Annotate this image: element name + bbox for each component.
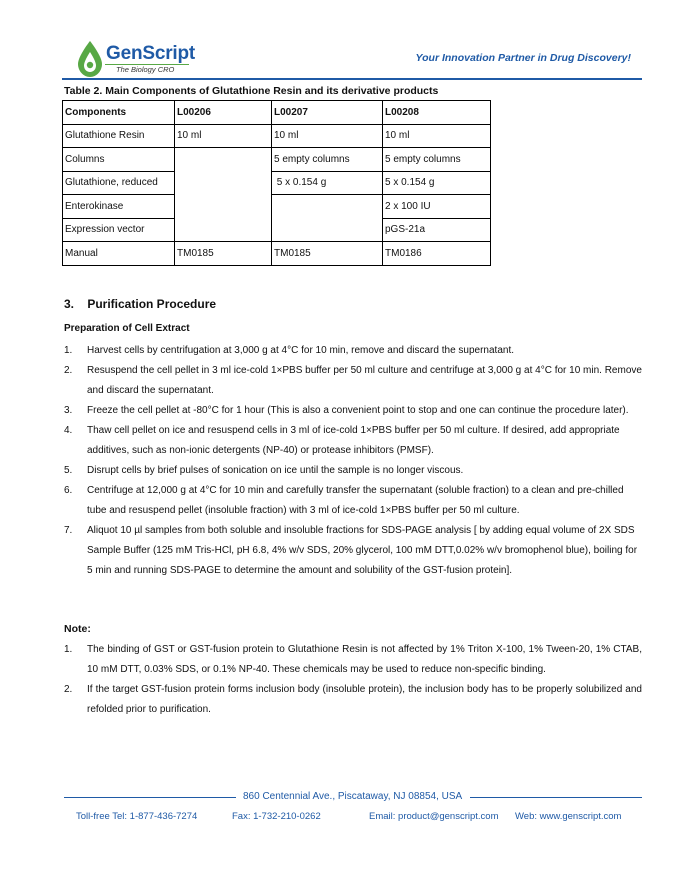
list-text: Thaw cell pellet on ice and resuspend cells in 3 ml of ice-cold 1×PBS buffer per 50 ml culture. If desired, add appropriate additives, such as non-ionic detergents (NP-40) or protease inhibitors (PMSF). <box>87 425 620 456</box>
list-text: Harvest cells by centrifugation at 3,000 g at 4°C for 10 min, remove and discard the supernatant. <box>87 345 515 356</box>
list-item <box>64 521 642 581</box>
list-item <box>64 461 642 481</box>
components-table <box>62 100 491 266</box>
footer-web-link[interactable]: Web: www.genscript.com <box>515 811 622 822</box>
table-cell: 5 x 0.154 g <box>383 171 491 195</box>
note-title: Note: <box>64 623 91 635</box>
list-item <box>64 640 642 680</box>
list-number: 7. <box>64 525 73 536</box>
list-number: 1. <box>64 644 73 655</box>
logo-tagline: The Biology CRO <box>116 65 175 74</box>
logo-name: GenScript <box>106 43 195 64</box>
table-cell: Expression vector <box>63 218 175 242</box>
table-header-cell: L00207 <box>272 101 383 125</box>
table-row <box>63 124 491 148</box>
table-cell: 10 ml <box>175 124 272 148</box>
table-cell: 2 x 100 IU <box>383 195 491 219</box>
list-item <box>64 481 642 521</box>
table-cell: 5 x 0.154 g <box>272 171 383 195</box>
table-cell: TM0185 <box>175 242 272 266</box>
table-cell: 5 empty columns <box>383 148 491 172</box>
list-text: Centrifuge at 12,000 g at 4°C for 10 min and carefully transfer the supernatant (soluble fraction) to a clean and pre-chilled tube and resuspend pellet (insoluble fraction) with 3 ml of ice-cold 1×PBS buffer per 50 ml culture. <box>87 485 624 516</box>
list-text: If the target GST-fusion protein forms inclusion body (insoluble protein), the inclusion body has to be properly solubilized and refolded prior to purification. <box>87 684 642 715</box>
list-item <box>64 341 642 361</box>
list-text: Disrupt cells by brief pulses of sonication on ice until the sample is no longer viscous. <box>87 465 464 476</box>
footer-divider-right <box>470 797 642 798</box>
footer-tollfree: Toll-free Tel: 1-877-436-7274 <box>76 811 198 822</box>
note-list <box>64 640 642 720</box>
list-number: 2. <box>64 365 73 376</box>
table-cell: Glutathione, reduced <box>63 171 175 195</box>
table-row <box>63 242 491 266</box>
footer-divider-left <box>64 797 236 798</box>
table-header-cell: L00208 <box>383 101 491 125</box>
table-header-cell: Components <box>63 101 175 125</box>
list-item <box>64 680 642 720</box>
list-item <box>64 361 642 401</box>
table-cell: TM0186 <box>383 242 491 266</box>
table-cell: 5 empty columns <box>272 148 383 172</box>
header-tagline: Your Innovation Partner in Drug Discovery! <box>415 52 631 64</box>
table-cell: Manual <box>63 242 175 266</box>
table-row <box>63 195 491 219</box>
header-divider <box>62 78 642 80</box>
table-cell: Columns <box>63 148 175 172</box>
list-text: Freeze the cell pellet at -80°C for 1 hour (This is also a convenient point to stop and one can continue the procedure later). <box>87 405 629 416</box>
table-cell: 10 ml <box>383 124 491 148</box>
table-header-cell: L00206 <box>175 101 272 125</box>
table-cell: pGS-21a <box>383 218 491 242</box>
subsection-heading: Preparation of Cell Extract <box>64 323 190 334</box>
list-number: 4. <box>64 425 73 436</box>
table-caption: Table 2. Main Components of Glutathione Resin and its derivative products <box>64 85 439 97</box>
list-item <box>64 401 642 421</box>
list-text: Resuspend the cell pellet in 3 ml ice-cold 1×PBS buffer per 50 ml culture and centrifuge at 3,000 g at 4°C for 10 min. Remove and discard the supernatant. <box>87 365 642 396</box>
footer-address: 860 Centennial Ave., Piscataway, NJ 08854, USA <box>243 791 463 802</box>
table-cell-merged <box>272 195 383 242</box>
list-number: 2. <box>64 684 73 695</box>
list-text: The binding of GST or GST-fusion protein to Glutathione Resin is not affected by 1% Triton X-100, 1% Tween-20, 1% CTAB, 10 mM DTT, 0.03% SDS, or 0.1% NP-40. These chemicals may be used to reduce non-specific binding. <box>87 644 642 675</box>
table-header-row <box>63 101 491 125</box>
table-row <box>63 148 491 172</box>
list-number: 3. <box>64 405 73 416</box>
list-number: 6. <box>64 485 73 496</box>
list-item <box>64 421 642 461</box>
table-cell: Enterokinase <box>63 195 175 219</box>
list-number: 5. <box>64 465 73 476</box>
table-cell: TM0185 <box>272 242 383 266</box>
footer-fax: Fax: 1-732-210-0262 <box>232 811 321 822</box>
table-cell: Glutathione Resin <box>63 124 175 148</box>
table-row <box>63 171 491 195</box>
section-title: 3. Purification Procedure <box>64 297 217 311</box>
list-text: Aliquot 10 µl samples from both soluble and insoluble fractions for SDS-PAGE analysis [ by adding equal volume of 2X SDS Sample Buffer (125 mM Tris-HCl, pH 6.8, 4% w/v SDS, 20% glycerol, 100 mM DTT,0.02% w/v bromophenol blue), boiling for 5 min and running SDS-PAGE to determine the amount and solubility of the GST-fusion protein]. <box>87 525 638 576</box>
list-number: 1. <box>64 345 73 356</box>
genscript-logo-icon <box>76 40 104 78</box>
table-cell: 10 ml <box>272 124 383 148</box>
footer-email-link[interactable]: Email: product@genscript.com <box>369 811 499 822</box>
procedure-list <box>64 341 642 581</box>
table-cell-merged <box>175 148 272 242</box>
